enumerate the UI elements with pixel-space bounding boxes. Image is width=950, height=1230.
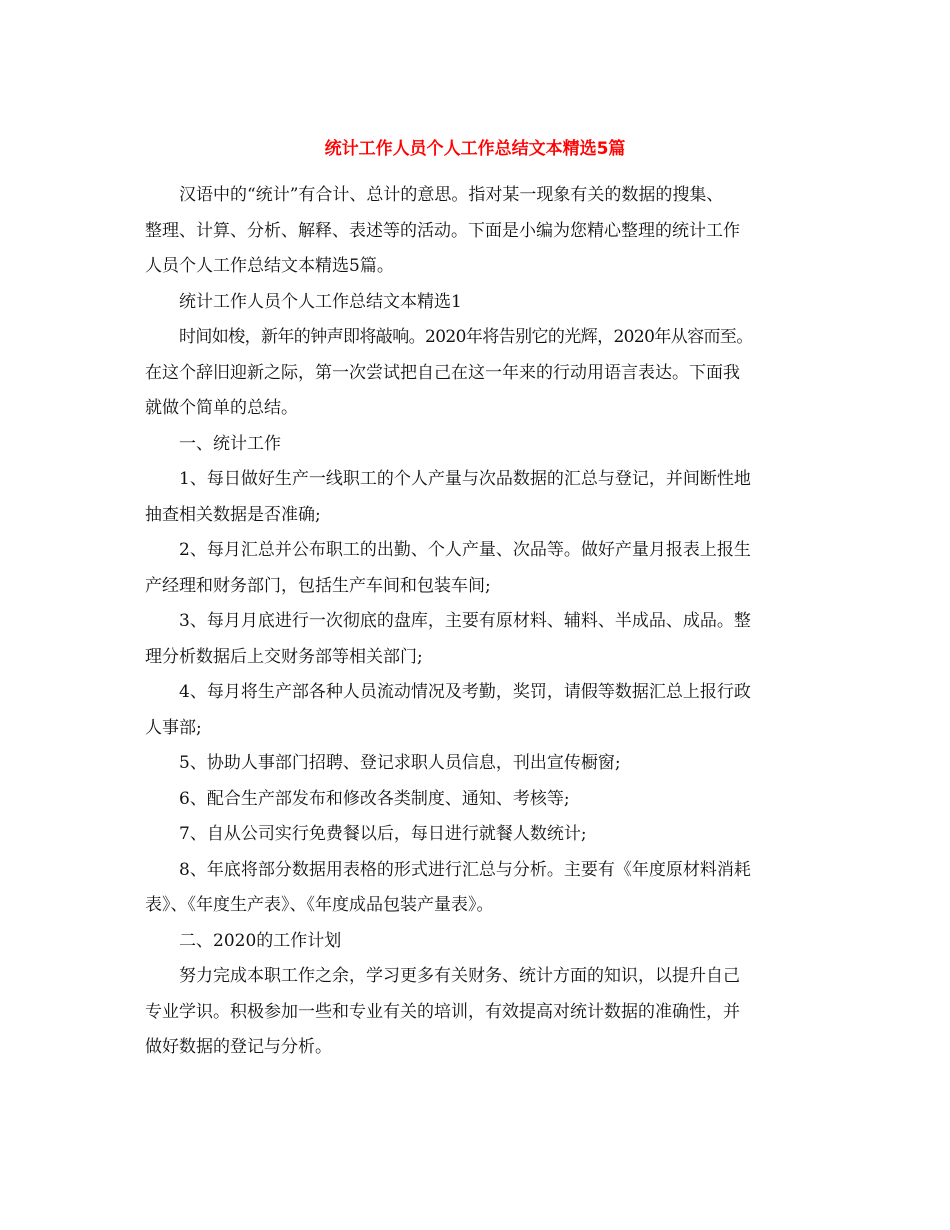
text-line: 人员个人工作总结文本精选5篇。 [145,256,394,276]
text-line: 努力完成本职工作之余，学习更多有关财务、统计方面的知识，以提升自己 [179,966,740,986]
document-title: 统计工作人员个人工作总结文本精选5篇 [324,139,626,159]
text-line: 就做个简单的总结。 [145,398,298,418]
text-line: 在这个辞旧迎新之际，第一次尝试把自己在这一年来的行动用语言表达。下面我 [145,362,740,383]
text-line: 7、自从公司实行免费餐以后，每日进行就餐人数统计; [179,824,587,844]
text-line: 做好数据的登记与分析。 [145,1037,332,1057]
text-line: 人事部; [145,717,202,738]
text-line: 8、年底将部分数据用表格的形式进行汇总与分析。主要有《年度原材料消耗 [179,859,751,880]
text-line: 整理、计算、分析、解释、表述等的活动。下面是小编为您精心整理的统计工作 [145,220,740,241]
text-line: 一、统计工作 [179,433,281,454]
text-line: 专业学识。积极参加一些和专业有关的培训，有效提高对统计数据的准确性，并 [145,1001,740,1022]
text-line: 产经理和财务部门，包括生产车间和包装车间; [145,575,491,596]
text-line: 理分析数据后上交财务部等相关部门; [145,646,423,667]
text-line: 抽查相关数据是否准确; [145,504,321,525]
text-line: 3、每月月底进行一次彻底的盘库，主要有原材料、辅料、半成品、成品。整 [179,611,751,631]
text-line: 统计工作人员个人工作总结文本精选1 [179,291,462,312]
text-line: 2、每月汇总并公布职工的出勤、个人产量、次品等。做好产量月报表上报生 [179,540,751,560]
text-line: 4、每月将生产部各种人员流动情况及考勤，奖罚，请假等数据汇总上报行政 [179,682,751,702]
text-line: 时间如梭，新年的钟声即将敲响。2020年将告别它的光辉，2020年从容而至。 [179,327,753,347]
text-line: 二、2020的工作计划 [179,930,342,951]
document-body [145,178,815,1066]
text-line: 表》、《年度生产表》、《年度成品包装产量表》。 [145,895,494,915]
text-line: 1、每日做好生产一线职工的个人产量与次品数据的汇总与登记，并间断性地 [179,469,751,489]
text-line: 6、配合生产部发布和修改各类制度、通知、考核等; [179,788,570,809]
text-line: 汉语中的“统计”有合计、总计的意思。指对某一现象有关的数据的搜集、 [179,185,724,205]
text-line: 5、协助人事部门招聘、登记求职人员信息，刊出宣传橱窗; [179,753,621,773]
